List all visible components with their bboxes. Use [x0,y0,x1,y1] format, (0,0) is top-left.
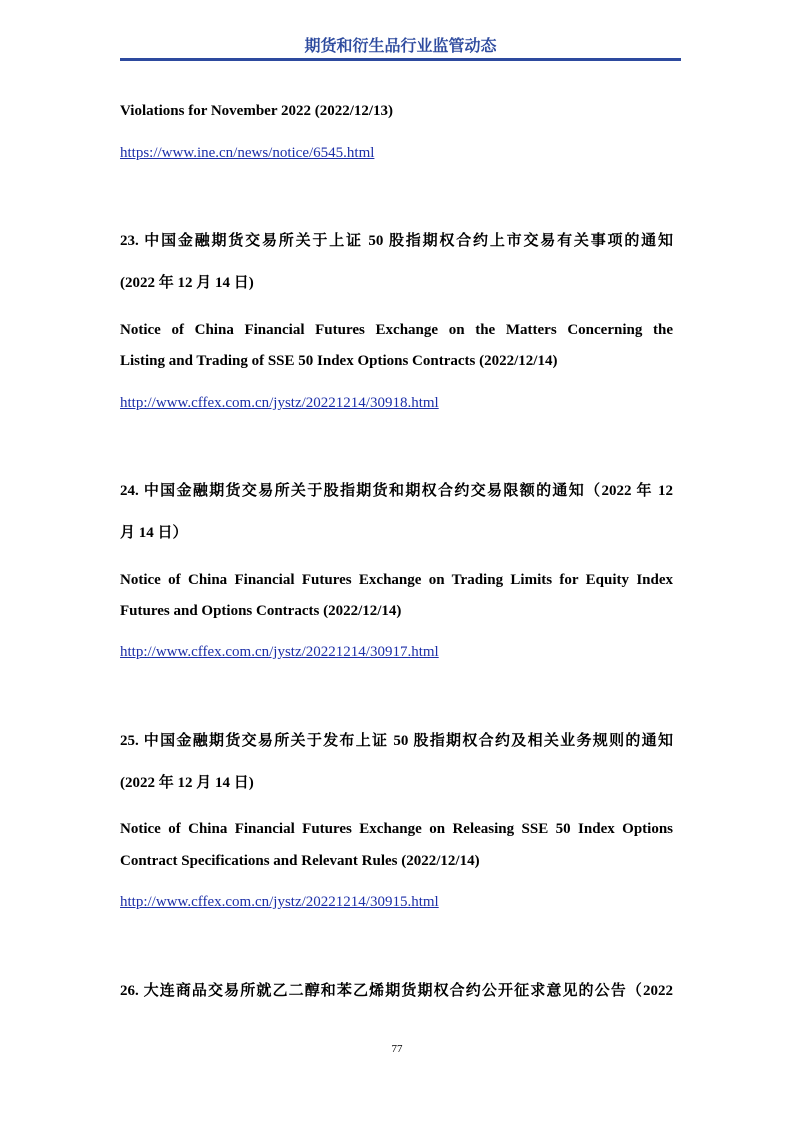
item-23-en-title-line-1: Notice of China Financial Futures Exchange on the Matters Concerning the [120,322,673,338]
item-23-en-title-line-2: Listing and Trading of SSE 50 Index Options Contracts (2022/12/14) [120,353,558,369]
page-header-title: 期货和衍生品行业监管动态 [304,38,497,55]
item-22-link[interactable]: https://www.ine.cn/news/notice/6545.html [120,145,375,161]
page-number: 77 [391,1043,403,1055]
item-23-cn-title-line-2: (2022 年 12 月 14 日) [120,275,254,291]
item-24-cn-title-line-2: 月 14 日） [120,525,188,541]
item-24-en-title-line-1: Notice of China Financial Futures Exchange on Trading Limits for Equity Index [120,572,673,588]
item-23-link[interactable]: http://www.cffex.com.cn/jystz/20221214/30918.html [120,395,439,411]
item-25-cn-title-line-2: (2022 年 12 月 14 日) [120,775,254,791]
item-25-en-title-line-1: Notice of China Financial Futures Exchange on Releasing SSE 50 Index Options [120,821,673,837]
item-25-en-title-line-2: Contract Specifications and Relevant Rules (2022/12/14) [120,853,480,869]
item-23-cn-title-line-1: 23. 中国金融期货交易所关于上证 50 股指期权合约上市交易有关事项的通知 [120,233,673,249]
item-22-en-title-tail: Violations for November 2022 (2022/12/13) [120,103,394,119]
item-26-cn-title-line-1: 26. 大连商品交易所就乙二醇和苯乙烯期货期权合约公开征求意见的公告（2022 [120,983,673,999]
item-24-link[interactable]: http://www.cffex.com.cn/jystz/20221214/30917.html [120,644,439,660]
item-25-link[interactable]: http://www.cffex.com.cn/jystz/20221214/30915.html [120,894,439,910]
item-25-cn-title-line-1: 25. 中国金融期货交易所关于发布上证 50 股指期权合约及相关业务规则的通知 [120,733,673,749]
item-24-en-title-line-2: Futures and Options Contracts (2022/12/14) [120,603,402,619]
header-divider [120,58,681,61]
item-24-cn-title-line-1: 24. 中国金融期货交易所关于股指期货和期权合约交易限额的通知（2022 年 12 [120,483,673,499]
